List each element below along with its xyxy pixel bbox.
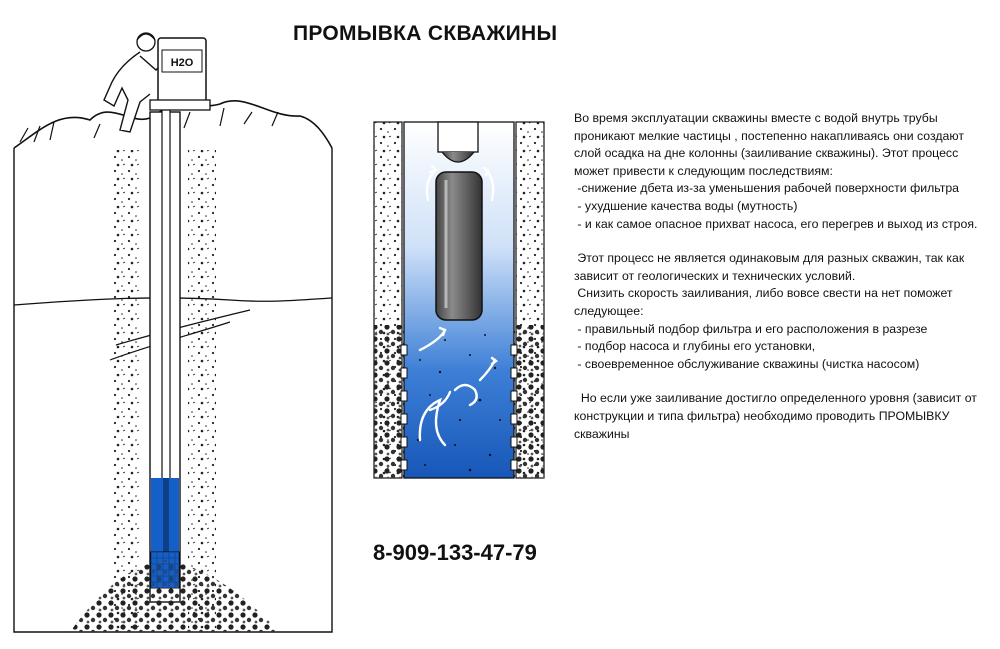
description-conclusion: Но если уже заиливание достигло определенного уровня (зависит от конструкции и типа фильтра) необходимо проводить ПРОМЫВКУ скважины xyxy=(574,391,981,441)
measure-item: - своевременное обслуживание скважины (чистка насосом) xyxy=(574,356,920,371)
description-intro: Во время эксплуатации скважины вместе с водой внутрь трубы проникают мелкие частицы , постепенно накапливаясь они создают слой осадка на дне колонны (заиливание скважины). Этот процесс может привести к следующим последствиям: xyxy=(574,111,968,178)
measure-item: - правильный подбор фильтра и его расположения в разрезе xyxy=(574,321,928,336)
description-process: Этот процесс не является одинаковым для разных скважин, так как зависит от геологических и технических условий. xyxy=(574,251,968,283)
tank-label: H2O xyxy=(170,57,194,69)
page-title: ПРОМЫВКА СКВАЖИНЫ xyxy=(293,22,558,45)
description-text xyxy=(574,110,989,443)
well-cross-section xyxy=(14,60,332,632)
consequence-item: -снижение дбета из-за уменьшения рабочей поверхности фильтра xyxy=(574,181,960,196)
paragraph-gap xyxy=(574,233,989,250)
water-tank xyxy=(150,38,210,110)
well-detail-view xyxy=(374,122,544,478)
consequence-item: - ухудшение качества воды (мутность) xyxy=(574,198,798,213)
measure-item: - подбор насоса и глубины его установки, xyxy=(574,339,816,354)
phone-number: 8-909-133-47-79 xyxy=(373,540,537,565)
pump xyxy=(436,122,482,320)
consequence-item: - и как самое опасное прихват насоса, его перегрев и выход из строя. xyxy=(574,216,978,231)
description-reduce-intro: Снизить скорость заиливания, либо вовсе свести на нет поможет следующее: xyxy=(574,286,956,318)
paragraph-gap xyxy=(574,373,989,390)
